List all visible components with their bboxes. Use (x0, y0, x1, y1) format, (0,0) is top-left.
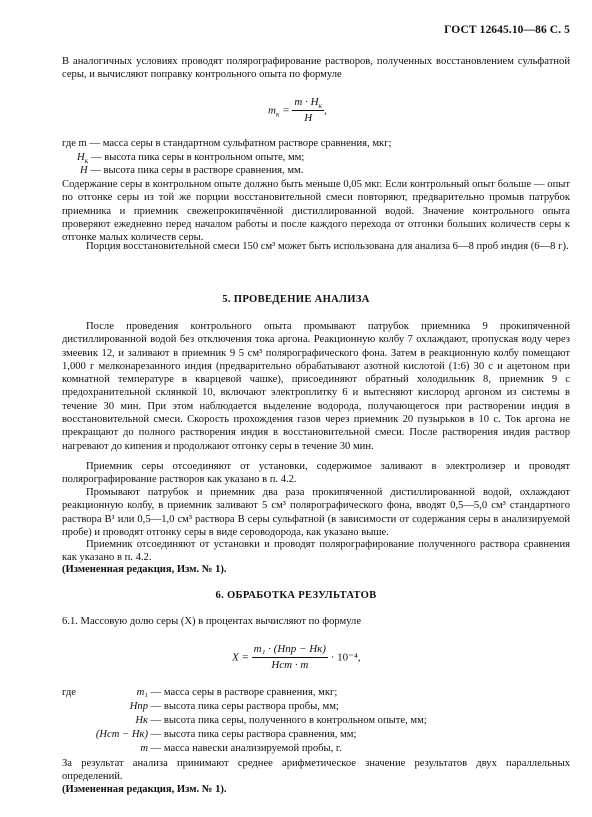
legend-text: — высота пика серы раствора сравнения, мм; (148, 729, 357, 740)
legend-symbol: m₁ (136, 687, 148, 698)
paragraph-receiver: Приемник серы отсоединяют от установки, содержимое заливают в электролизер и проводят полярографирование растворов как указано в п. 4.2. (62, 461, 570, 486)
page-header: ГОСТ 12645.10—86 С. 5 (444, 24, 570, 36)
paragraph-6-1: 6.1. Массовую долю серы (X) в процентах вычисляют по формуле (62, 616, 362, 627)
legend-item (62, 686, 337, 699)
paragraph-result: За результат анализа принимают среднее арифметическое значение результатов двух параллельных определений. (62, 758, 570, 783)
paragraph-procedure: После проведения контрольного опыта промывают патрубок приемника 9 прокипяченной дистиллированной водой без отключения тока аргона. Реакционную колбу 7 охлаждают, пропуская воду через змеевик 12, и заливают в приемник 9 5 см³ полярографического фона. Затем в реакционную колбу помещают 1,000 г мелконарезанного индия (предварительно обрабатывают азотной кислотой (1:6) 30 с и ацетоном при комнатной температуре в кварцевой чашке), присоединяют обратный холодильник 8, приемник 9 с предохранительной склянкой 10, включают электроплитку 6 и вытесняют кислород аргоном из системы в течение 30 мин. При этом наблюдается выделение водорода, получающегося при растворении индия в восстановительной смеси. Скорость прохождения газов через приемник 20 пузырьков в 10 с. Ток аргона не прекращают до полного растворения индия в восстановительной смеси. После растворения индия раствор нагревают до кипения и продолжают отгонку серы в течение 30 мин. (62, 321, 570, 452)
paragraph-intro: В аналогичных условиях проводят полярографирование растворов, полученных восстановлением сульфатной серы, и вычисляют поправку контрольного опыта по формуле (62, 56, 570, 81)
legend-text: — высота пика серы, полученного в контрольном опыте, мм; (148, 715, 427, 726)
section-heading-5: 5. ПРОВЕДЕНИЕ АНАЛИЗА (222, 294, 370, 305)
amendment-note-1: (Измененная редакция, Изм. № 1). (62, 564, 227, 575)
paragraph-control-content: Содержание серы в контрольном опыте должно быть меньше 0,05 мкг. Если контрольный опыт больше — опыт по отгонке серы из той же порции восстановительной смеси повторяют, предварительно промыв патрубок приемника и приемник свежепрокипячённой дистиллированной водой. Значение контрольного опыта проверяют ежедневно перед началом работы и после каждого перехода от отгонки больших количеств серы к отгонке малых количеств серы. (62, 179, 570, 244)
formula-control: $m_к$ = $\frac{m \cdot H_к}{H}$ , (268, 96, 327, 125)
legend-symbol: Hпр (129, 701, 148, 712)
legend-item (62, 728, 356, 741)
legend-hk: $H_к$ — высота пика серы в контрольном опыте, мм; (77, 152, 305, 166)
legend-m: где m — масса серы в стандартном сульфатном растворе сравнения, мкг; (62, 138, 392, 149)
legend-symbol: m (140, 743, 148, 754)
legend-h: H — высота пика серы в растворе сравнения, мм. (80, 165, 304, 176)
amendment-note-2: (Измененная редакция, Изм. № 1). (62, 784, 227, 795)
paragraph-rinse: Промывают патрубок и приемник два раза прокипяченной дистиллированной водой, охлаждают реакционную колбу, в приемник заливают 5 см³ полярографического фона, вводят 0,5—5,0 см³ стандартного раствора В¹ или 0,5—1,0 см³ раствора В серы сульфатной (в зависимости от содержания серы в анализируемой пробе) и проводят отгонку серы в виде сероводорода, как указано выше. (62, 487, 570, 538)
legend-text: — высота пика серы раствора пробы, мм; (148, 701, 339, 712)
legend-text: — масса серы в растворе сравнения, мкг; (148, 687, 338, 698)
legend-item (62, 700, 339, 713)
legend-text: — масса навески анализируемой пробы, г. (148, 743, 342, 754)
legend-where: где (62, 687, 76, 698)
paragraph-disconnect: Приемник отсоединяют от установки и проводят полярографирование полученного раствора сравнения как указано в п. 4.2. (62, 539, 570, 564)
legend-symbol: (Hст − Hк) (95, 729, 148, 740)
legend-item (62, 742, 342, 755)
paragraph-portion: Порция восстановительной смеси 150 см³ может быть использована для анализа 6—8 проб индия (6—8 г). (86, 241, 569, 252)
formula-mass-fraction: X = $\frac{\text{m₁ · (Hпр − Hк)}}{\text{Hст · m}}$ · 10⁻⁴, (232, 643, 361, 672)
section-heading-6: 6. ОБРАБОТКА РЕЗУЛЬТАТОВ (215, 590, 377, 601)
legend-item (62, 714, 427, 727)
legend-symbol: Hк (135, 715, 148, 726)
